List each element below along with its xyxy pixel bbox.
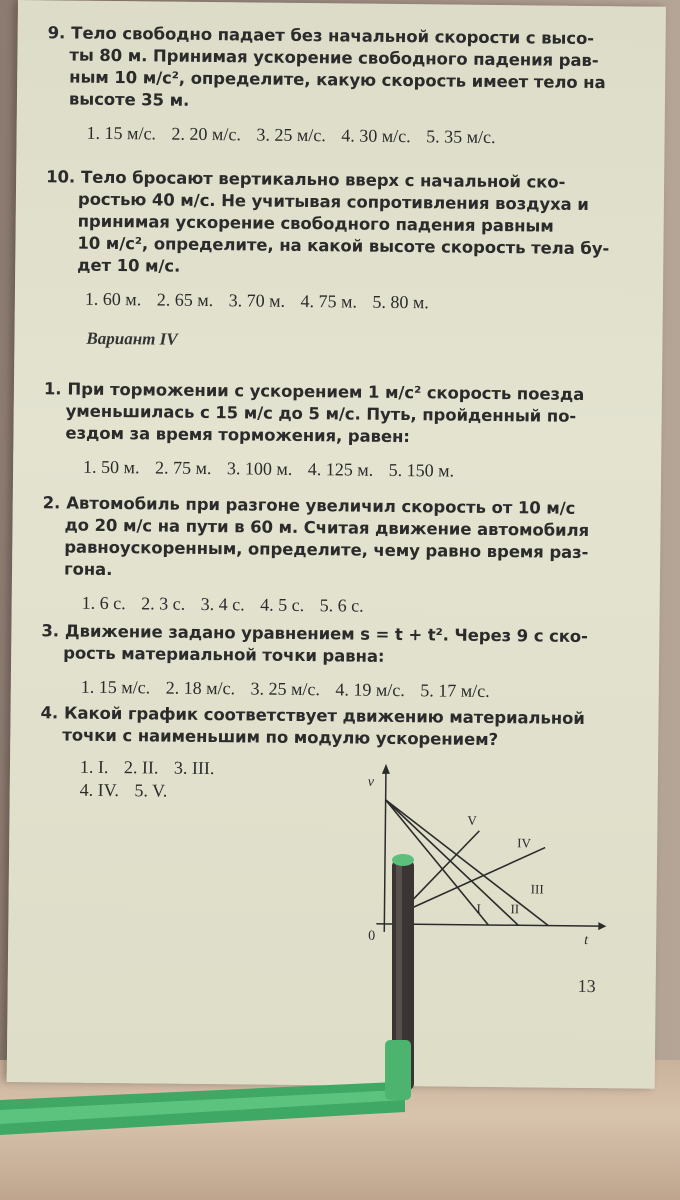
answer-option: 1. I.: [79, 756, 109, 777]
page-number: 13: [577, 975, 596, 997]
problem-number: 1.: [43, 379, 62, 399]
graph-line-label: II: [510, 901, 520, 917]
problem-text-line: Тело бросают вертикально вверх с начальной ско-: [80, 167, 566, 192]
problem-text-line: высоте 35 м.: [68, 89, 190, 110]
answer-option: 3. III.: [173, 757, 215, 779]
problem-text-line: уменьшилась с 15 м/с до 5 м/с. Путь, пройденный по-: [65, 401, 577, 426]
answer-option: 4. 30 м/с.: [341, 125, 411, 147]
answer-option: 5. 6 с.: [319, 595, 364, 616]
problem-text-line: Какой график соответствует движению материальной: [63, 703, 585, 728]
problem-number: 10.: [46, 167, 76, 187]
problem-number: 9.: [47, 23, 66, 43]
answer-option: 1. 6 с.: [81, 592, 126, 614]
graph-line-label: I: [476, 900, 481, 916]
answer-option: 5. 80 м.: [372, 291, 429, 313]
answer-option: 2. II.: [123, 757, 159, 778]
problem-text-line: ты 80 м. Принимая ускорение свободного падения рав-: [69, 45, 599, 71]
pointer-holder: [385, 1040, 411, 1100]
t-axis-label: t: [584, 932, 589, 949]
problem-text-line: принимая ускорение свободного падения равным: [77, 211, 554, 236]
problem-text-line: равноускоренным, определите, чему равно время раз-: [64, 537, 589, 563]
origin-label: 0: [368, 928, 376, 944]
answer-option: 2. 18 м/с.: [165, 677, 236, 699]
answer-option: 1. 15 м/с.: [86, 122, 157, 144]
answer-option: 5. 17 м/с.: [420, 680, 490, 701]
answer-option: 3. 100 м.: [226, 458, 293, 479]
variant-title: Вариант IV: [86, 328, 178, 349]
problem-text-line: до 20 м/с на пути в 60 м. Считая движение автомобиля: [64, 515, 590, 541]
answer-option: 3. 4 с.: [200, 593, 245, 615]
pointer-tip: [392, 854, 414, 866]
problem-number: 3.: [41, 621, 60, 641]
answer-option: 4. 5 с.: [260, 594, 305, 616]
answer-option: 4. 125 м.: [307, 459, 374, 480]
problem-text-line: Автомобиль при разгоне увеличил скорость от 10 м/с: [66, 493, 576, 518]
v-axis-label: v: [367, 774, 375, 790]
problem-text-line: Движение задано уравнением s = t + t². Через 9 с ско-: [64, 621, 588, 647]
problem-text-line: 10 м/с², определите, на какой высоте скорость тела бу-: [77, 233, 610, 259]
problem-text-line: рость материальной точки равна:: [63, 643, 385, 666]
problem-number: 2.: [42, 493, 61, 513]
answer-option: 2. 75 м.: [154, 457, 212, 479]
answer-option: 3. 25 м/с.: [250, 678, 321, 700]
answer-option: 1. 15 м/с.: [80, 676, 151, 698]
answer-option: 2. 65 м.: [156, 289, 214, 311]
graph-line-label: V: [467, 812, 477, 828]
problem-text-line: Тело свободно падает без начальной скорости с высо-: [71, 23, 595, 49]
graph-line-label: III: [530, 881, 544, 897]
answer-option: 2. 20 м/с.: [171, 123, 241, 145]
answer-option: 5. 35 м/с.: [426, 126, 496, 148]
answer-option: 3. 70 м.: [228, 290, 286, 311]
answer-option: 5. V.: [134, 780, 168, 801]
answer-option: 3. 25 м/с.: [256, 124, 326, 146]
problem-text-line: ездом за время торможения, равен:: [65, 423, 410, 447]
answer-option: 1. 60 м.: [84, 288, 142, 310]
problem-number: 4.: [40, 703, 59, 723]
problem-text-line: точки с наименьшим по модулю ускорением?: [62, 725, 499, 750]
answer-option: 5. 150 м.: [388, 459, 455, 481]
answer-option: 4. 19 м/с.: [335, 679, 405, 701]
answer-option: 1. 50 м.: [83, 456, 140, 478]
answer-option: 4. 75 м.: [300, 290, 358, 312]
problem-text-line: гона.: [63, 559, 113, 580]
answer-option: 2. 3 с.: [141, 593, 186, 614]
problem-text-line: ным 10 м/с², определите, какую скорость имеет тело на: [69, 67, 606, 93]
problem-text-line: ростью 40 м/с. Не учитывая сопротивления воздуха и: [77, 189, 589, 214]
problem-text-line: При торможении с ускорением 1 м/с² скорость поезда: [67, 379, 585, 404]
answer-option: 4. IV.: [79, 779, 120, 801]
graph-line-label: IV: [517, 835, 531, 851]
problem-text-line: дет 10 м/с.: [77, 255, 181, 276]
